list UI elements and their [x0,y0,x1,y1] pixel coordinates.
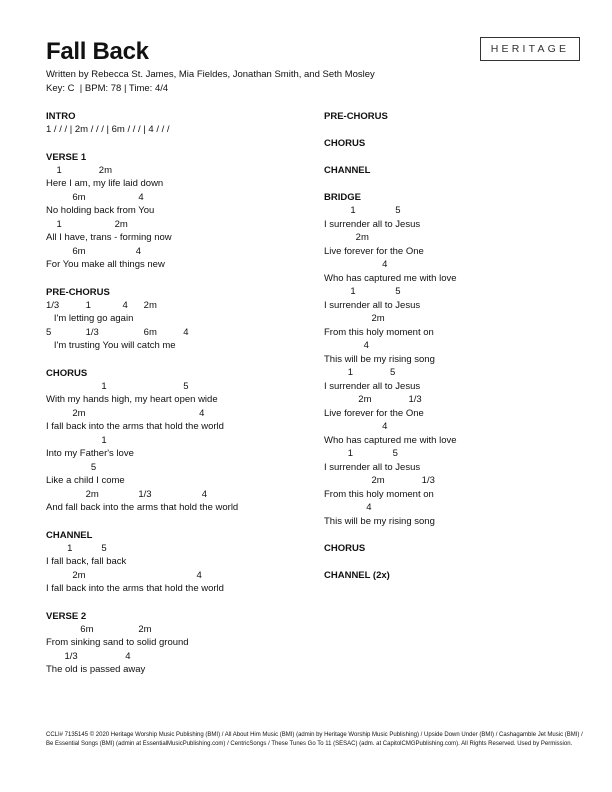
chord-line: 4 [324,502,372,513]
lyric-line: With my hands high, my heart open wide [46,394,218,405]
section-title: VERSE 1 [46,151,87,163]
section-title: CHANNEL [324,165,371,176]
lyric-line: Into my Father's love [46,448,134,459]
section-title: CHANNEL (2x) [324,570,390,581]
right-column [324,111,574,597]
publisher-logo: HERITAGE [480,37,580,61]
section-channel-repeat [324,165,574,177]
song-meta: Key: C | BPM: 78 | Time: 4/4 [46,83,169,94]
lyric-line: All I have, trans - forming now [46,232,172,243]
chord-line: 1 5 [324,205,401,216]
lyric-line: I fall back, fall back [46,556,127,567]
lyric-line: I surrender all to Jesus [324,461,421,473]
chord-line: 1 5 [324,448,398,459]
lyric-line: For You make all things new [46,259,165,270]
section-title: PRE-CHORUS [46,286,110,298]
chord-line: 2m 1/3 [324,475,435,486]
chord-line: 1/3 4 [46,650,131,662]
copyright-footer: CCLI# 7135145 © 2020 Heritage Worship Music Publishing (BMI) / All About Him Music (BMI) (admin by Heritage Worship Music Publishing) / Upside Down Under (BMI) / Cashagamble Jet Music (BMI) / Be Essential Songs (BMI) (admin at EssentialMusicPublishing.com) / CentricSongs / These Tunes Go To 11 (SESAC) (adm. at CapitolCMGPublishing.com). All Rights Reserved. Used by Permission. [46,732,583,747]
section-title: CHORUS [46,367,88,379]
section-title: VERSE 2 [46,610,87,622]
section-title: PRE-CHORUS [324,111,388,122]
chord-line: 2m 4 [46,407,205,419]
chord-line: 1 2m [46,164,112,176]
lyric-line: Here I am, my life laid down [46,178,164,189]
chord-line: 5 1/3 6m 4 [46,326,189,338]
chord-line: 6m 2m [46,623,152,635]
section-title: CHORUS [324,138,366,149]
chord-line: 1/3 1 4 2m [46,299,157,311]
section-chorus-final [324,543,574,555]
chord-line: 6m 4 [46,191,144,203]
chord-line: 4 [324,340,369,351]
section-verse-2 [46,611,296,677]
section-chorus-repeat [324,138,574,150]
chord-line: 2m 1/3 [324,394,422,405]
lyric-line: From this holy moment on [324,488,434,500]
section-chorus [46,368,296,515]
chord-line: 1 5 [46,380,189,392]
lyric-line: From sinking sand to solid ground [46,637,189,648]
section-pre-chorus [46,287,296,353]
lyric-line: From this holy moment on [324,326,434,338]
section-channel-2x [324,570,574,582]
lyric-line: I fall back into the arms that hold the world [46,421,224,432]
chord-line: 4 [324,421,388,432]
lyric-line: No holding back from You [46,205,155,216]
section-pre-chorus-repeat [324,111,574,123]
section-channel [46,530,296,596]
chord-line: 1 2m [46,218,128,230]
chord-line: 6m 4 [46,245,142,257]
chord-line: 2m [324,232,369,243]
section-title: BRIDGE [324,192,361,203]
section-title: CHANNEL [46,529,93,541]
lyric-line: Who has captured me with love [324,434,457,446]
lyric-line: I surrender all to Jesus [324,380,421,392]
chord-line: 1 5 [324,367,396,378]
song-writers: Written by Rebecca St. James, Mia Fieldes, Jonathan Smith, and Seth Mosley [46,69,375,80]
lyric-line: I'm letting go again [46,313,134,324]
lyric-line: This will be my rising song [324,515,435,527]
lyric-line: Live forever for the One [324,407,424,419]
section-title: INTRO [46,111,76,122]
section-bridge [324,192,574,528]
intro-chords: 1 / / / | 2m / / / | 6m / / / | 4 / / / [46,124,170,135]
chord-line: 1 [46,434,107,446]
lyric-line: The old is passed away [46,664,146,675]
lyric-line: I surrender all to Jesus [324,218,421,230]
section-intro [46,111,296,137]
chord-line: 1 5 [324,286,401,297]
chord-line: 1 5 [46,542,107,554]
left-column [46,111,296,692]
lyric-line: Who has captured me with love [324,272,457,284]
section-title: CHORUS [324,543,366,554]
lyric-line: I'm trusting You will catch me [46,340,176,351]
section-verse-1 [46,152,296,272]
chord-line: 5 [46,461,97,473]
chord-line: 2m 4 [46,569,202,581]
lyric-line: I surrender all to Jesus [324,299,421,311]
chord-line: 2m 1/3 4 [46,488,208,500]
lyric-line: This will be my rising song [324,353,435,365]
lyric-line: Like a child I come [46,475,125,486]
lyric-line: I fall back into the arms that hold the world [46,583,224,594]
chord-line: 2m [324,313,385,324]
lyric-line: And fall back into the arms that hold the world [46,502,239,513]
lyric-line: Live forever for the One [324,245,424,257]
chord-line: 4 [324,259,388,270]
song-title: Fall Back [46,38,149,65]
